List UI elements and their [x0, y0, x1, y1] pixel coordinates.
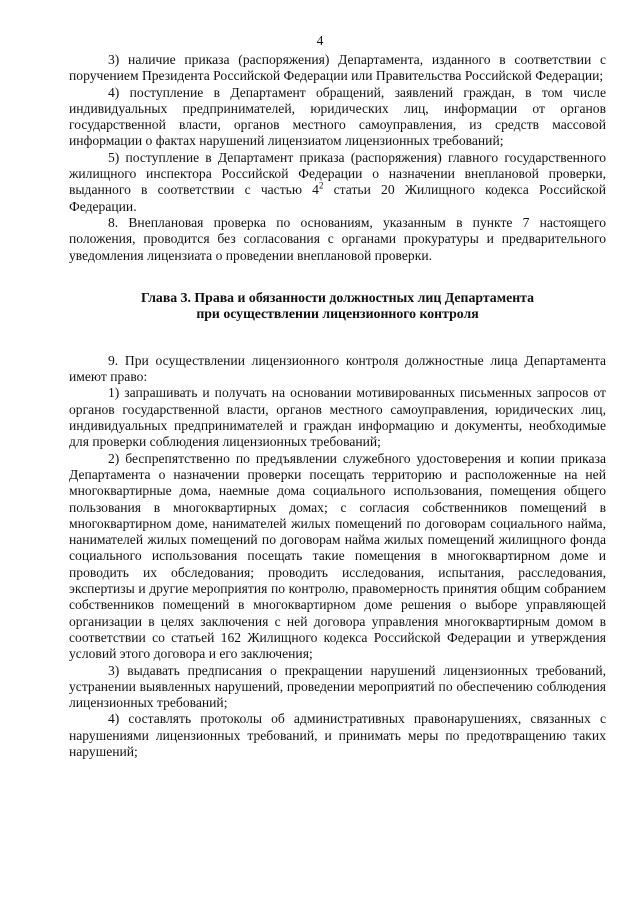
- chapter-heading-line-1: Глава 3. Права и обязанности должностных лиц Департамента: [140, 289, 535, 305]
- chapter-heading-line-2: при осуществлении лицензионного контроля: [196, 306, 479, 322]
- paragraph: 3) выдавать предписания о прекращении нарушений лицензионных требований, устранении выявленных нарушений, проведении мероприятий по обеспечению соблюдения лицензионных требований;: [69, 662, 606, 711]
- page-number: 4: [316, 33, 324, 48]
- paragraph: 4) составлять протоколы об административных правонарушениях, связанных с нарушениями лицензионных требований, и принимать меры по предотвращению таких нарушений;: [69, 711, 606, 759]
- paragraph-item-5: [69, 150, 606, 215]
- superscript: 2: [318, 180, 324, 191]
- paragraph: 2) беспрепятственно по предъявлении служебного удостоверения и копии приказа Департамента о назначении проверки посещать территорию и расположенные на ней многоквартирные дома, наемные дома социального использования, помещения общего пользования в многоквартирных домах; с согласия собственников помещений в многоквартирном доме, нанимателей жилых помещений по договорам социального найма, нанимателей жилых помещений по договорам найма жилых помещений жилищного фонда социального использования посещать такие помещения в многоквартирном доме и проводить их обследования; проводить исследования, испытания, расследования, экспертизы и другие мероприятия по контролю, правомерность принятия общим собранием собственников помещений в многоквартирном доме решения о выборе управляющей организации в целях заключения с ней договора управления многоквартирным домом в соответствии со статьей 162 Жилищного кодекса Российской Федерации и утверждения условий этого договора и его заключения;: [69, 450, 606, 662]
- item5-text-before: 5) поступление в Департамент приказа (распоряжения) главного государственного жилищного инспектора Российской Федерации о назначении внеплановой проверки, выданного в соответствии с частью 4: [69, 149, 606, 198]
- paragraph: 9. При осуществлении лицензионного контроля должностные лица Департамента имеют право:: [69, 352, 606, 385]
- paragraph: 4) поступление в Департамент обращений, заявлений граждан, в том числе индивидуальных предпринимателей, юридических лиц, информации от органов государственной власти, органов местного самоуправления, из средств массовой информации о фактах нарушений лицензиатом лицензионных требований;: [69, 84, 606, 149]
- paragraph: 1) запрашивать и получать на основании мотивированных письменных запросов от органов государственной власти, органов местного самоуправления, юридических лиц, индивидуальных предпринимателей и граждан информацию и документы, необходимые для проверки соблюдения лицензионных требований;: [69, 385, 606, 450]
- document-body: [69, 52, 606, 760]
- paragraph: 3) наличие приказа (распоряжения) Департамента, изданного в соответствии с поручением Президента Российской Федерации или Правительства Российской Федерации;: [69, 52, 606, 84]
- chapter-heading: [69, 290, 606, 323]
- paragraph-8: 8. Внеплановая проверка по основаниям, указанным в пункте 7 настоящего положения, проводится без согласования с органами прокуратуры и предварительного уведомления лицензиата о проведении внеплановой проверки.: [69, 214, 606, 263]
- item5-text-after: статьи 20 Жилищного кодекса Российской Федерации.: [69, 182, 606, 214]
